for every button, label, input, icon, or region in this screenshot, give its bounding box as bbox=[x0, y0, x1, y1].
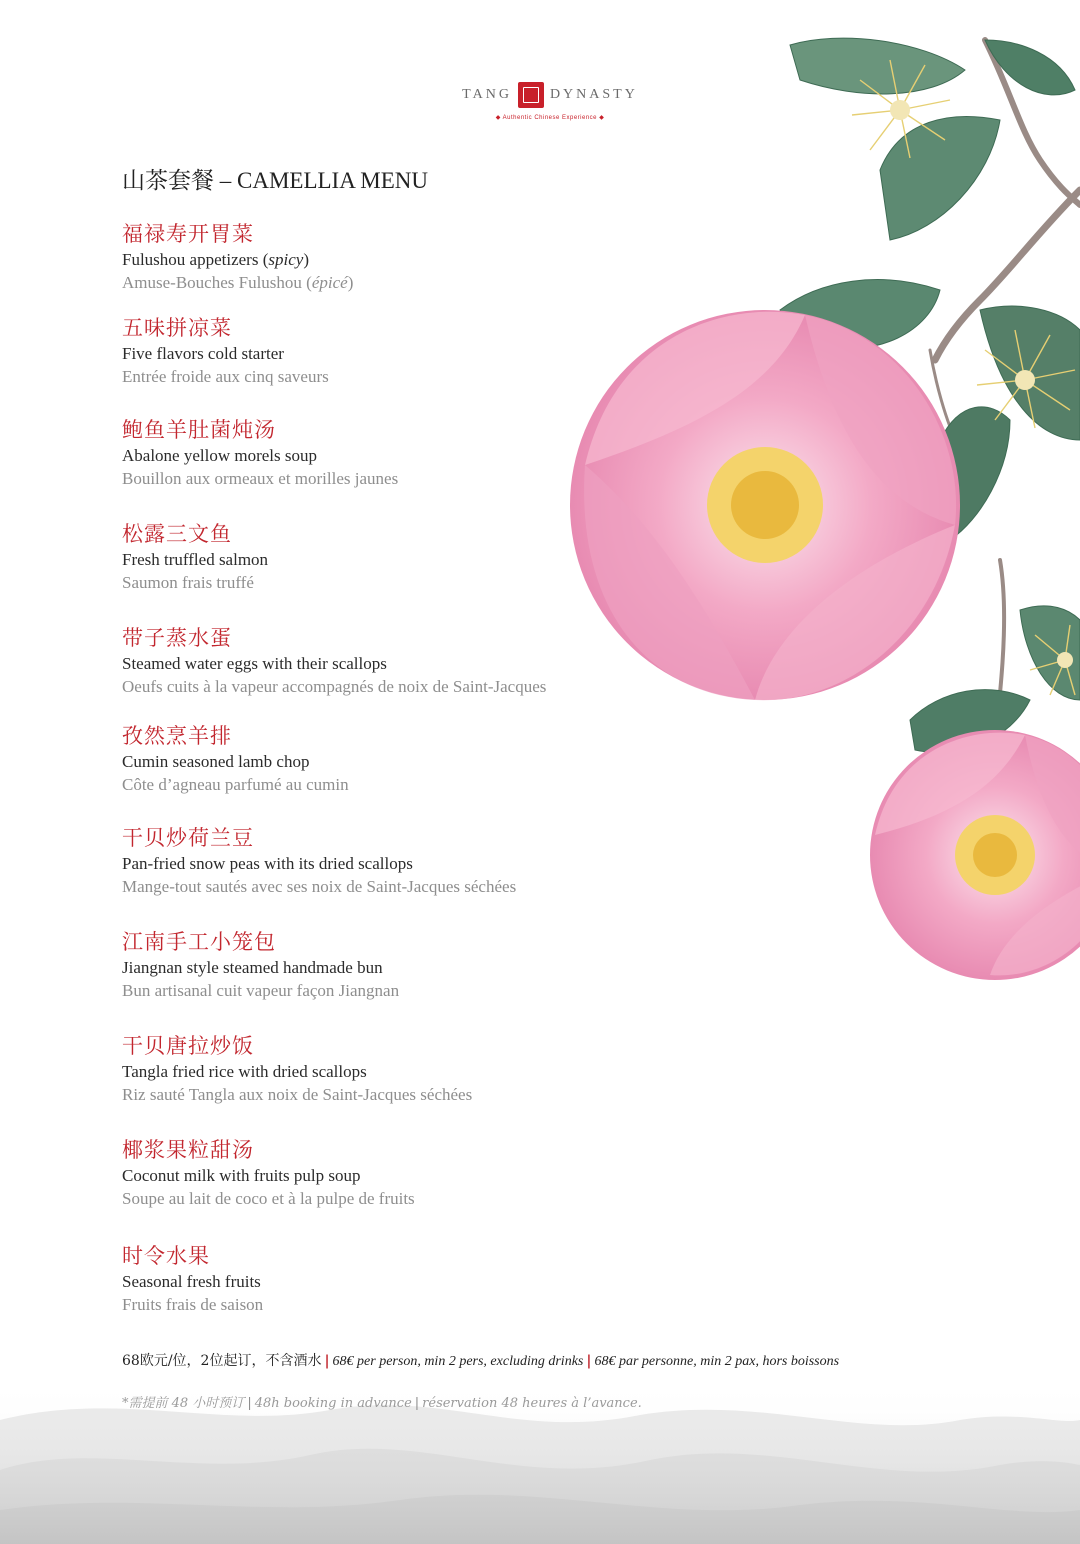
dish-name-en: Seasonal fresh fruits bbox=[122, 1272, 261, 1291]
dish-name-fr: Saumon frais truffé bbox=[122, 573, 254, 592]
menu-item bbox=[122, 520, 642, 594]
dish-name-en: Steamed water eggs with their scallops bbox=[122, 654, 387, 673]
price-fr: 68€ par personne, min 2 pax, hors boissons bbox=[594, 1354, 840, 1369]
dish-name-cn: 鲍鱼羊肚菌炖汤 bbox=[122, 418, 276, 442]
price-line bbox=[122, 1350, 1022, 1370]
dish-name-cn: 干贝唐拉炒饭 bbox=[122, 1034, 254, 1058]
brand-logo bbox=[450, 82, 650, 138]
menu-item bbox=[122, 416, 642, 490]
dish-name-fr: Oeufs cuits à la vapeur accompagnés de noix de Saint-Jacques bbox=[122, 677, 547, 696]
dish-name-fr: Soupe au lait de coco et à la pulpe de fruits bbox=[122, 1189, 415, 1208]
dish-name-en: Jiangnan style steamed handmade bun bbox=[122, 958, 383, 977]
brand-name-left: TANG bbox=[462, 87, 512, 102]
brand-seal-icon bbox=[518, 82, 544, 108]
dish-name-en: Abalone yellow morels soup bbox=[122, 446, 317, 465]
dish-name-fr: Mange-tout sautés avec ses noix de Saint-Jacques séchées bbox=[122, 877, 517, 896]
divider: | bbox=[324, 1353, 330, 1369]
dish-name-en: Pan-fried snow peas with its dried scallops bbox=[122, 854, 413, 873]
menu-item bbox=[122, 928, 642, 1002]
camellia-flower-small bbox=[870, 730, 1080, 980]
dish-name-en: Fresh truffled salmon bbox=[122, 550, 269, 569]
note-cn: *需提前 48 小时预订 bbox=[122, 1396, 245, 1411]
dish-name-cn: 时令水果 bbox=[122, 1244, 210, 1268]
dish-name-cn: 孜然烹羊排 bbox=[122, 724, 232, 748]
dish-name-en: Fulushou appetizers (spicy) bbox=[122, 250, 309, 269]
dish-name-fr: Amuse-Bouches Fulushou (épicé) bbox=[122, 273, 354, 292]
dish-name-cn: 五味拼凉菜 bbox=[122, 316, 232, 340]
dish-name-cn: 带子蒸水蛋 bbox=[122, 626, 232, 650]
dish-name-en: Coconut milk with fruits pulp soup bbox=[122, 1166, 361, 1185]
price-en: 68€ per person, min 2 pers, excluding drinks bbox=[332, 1354, 584, 1369]
dish-name-en: Cumin seasoned lamb chop bbox=[122, 752, 310, 771]
menu-item bbox=[122, 1136, 642, 1210]
divider: | bbox=[414, 1396, 420, 1411]
menu-item bbox=[122, 624, 642, 698]
dish-note-fr: épicé bbox=[311, 273, 348, 292]
menu-item bbox=[122, 220, 642, 294]
dish-name-fr: Bun artisanal cuit vapeur façon Jiangnan bbox=[122, 981, 400, 1000]
brand-tagline: Authentic Chinese Experience bbox=[502, 115, 598, 121]
dish-note-en: spicy bbox=[268, 250, 304, 269]
brand-tagline-row: ◆ Authentic Chinese Experience ◆ bbox=[495, 115, 605, 121]
dish-name-fr: Côte d’agneau parfumé au cumin bbox=[122, 775, 349, 794]
menu-item bbox=[122, 1242, 642, 1316]
dish-name-cn: 福禄寿开胃菜 bbox=[122, 222, 254, 246]
note-fr: réservation 48 heures à l’avance. bbox=[422, 1396, 642, 1411]
price-cn: 68欧元/位，2位起订，不含酒水 bbox=[122, 1353, 322, 1369]
dish-name-fr: Bouillon aux ormeaux et morilles jaunes bbox=[122, 469, 399, 488]
menu-item bbox=[122, 824, 642, 898]
menu-title: 山茶套餐 – CAMELLIA MENU bbox=[122, 168, 429, 193]
dish-name-fr: Riz sauté Tangla aux noix de Saint-Jacques séchées bbox=[122, 1085, 473, 1104]
dish-name-cn: 松露三文鱼 bbox=[122, 522, 232, 546]
menu-item bbox=[122, 722, 642, 796]
note-en: 48h booking in advance bbox=[254, 1396, 412, 1411]
brand-name-right: DYNASTY bbox=[549, 87, 638, 102]
dish-name-fr: Fruits frais de saison bbox=[122, 1295, 264, 1314]
dish-name-cn: 椰浆果粒甜汤 bbox=[122, 1138, 254, 1162]
dish-name-en: Five flavors cold starter bbox=[122, 344, 284, 363]
menu-item bbox=[122, 1032, 642, 1106]
dish-name-en: Tangla fried rice with dried scallops bbox=[122, 1062, 367, 1081]
divider: | bbox=[586, 1353, 592, 1369]
divider: | bbox=[247, 1396, 252, 1411]
dish-name-cn: 干贝炒荷兰豆 bbox=[122, 826, 254, 850]
dish-name-fr: Entrée froide aux cinq saveurs bbox=[122, 367, 329, 386]
booking-note bbox=[122, 1392, 1022, 1411]
menu-item bbox=[122, 314, 642, 388]
dish-name-cn: 江南手工小笼包 bbox=[122, 930, 276, 954]
